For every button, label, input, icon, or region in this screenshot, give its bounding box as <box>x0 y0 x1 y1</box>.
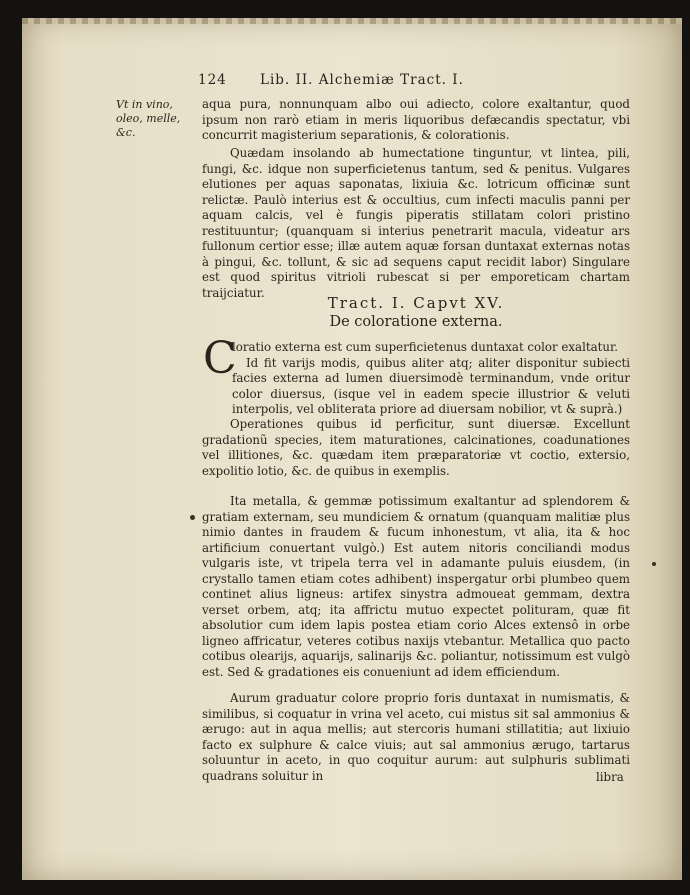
header-title: Lib. II. Alchemiæ Tract. I. <box>260 72 464 88</box>
ink-speck <box>190 515 195 520</box>
paragraph-4-text: Operationes quibus id perficitur, sunt diuersæ. Excellunt gradationũ species, item maturationes, calcinationes, coadunationes vel illitiones, &c. quædam item præparatoriæ vt coctio, extersio, expolitio lotio, &c. de quibus in exemplis. <box>202 417 630 478</box>
paragraph-1 <box>202 97 630 144</box>
page-number: 124 <box>198 72 227 88</box>
paragraph-2-text: Quædam insolando ab humectatione tinguntur, vt lintea, pili, fungi, &c. idque non superficietenus tantum, sed & penitus. Vulgares elutiones per aquas saponatas, lixiuia &c. lotricum officinæ sunt relictæ. Paulò interius est & occultius, cum infecti maculis panni per aquam calcis, vel è fungis piperatis stillatam colori pristino restituuntur; (quanquam si interius penetrarit macula, videatur ars fullonum certior esse; illæ autem aquæ forsan duntaxat externas notas à pingui, &c. tollunt, & sic ad sequens caput recidit labor) Singulare est quod spiritus vitrioli rubescat si per emporeticam chartam traijciatur. <box>202 146 630 300</box>
paragraph-4 <box>202 417 630 479</box>
chapter-title: De coloratione externa. <box>329 314 503 330</box>
drop-cap: C <box>203 333 237 384</box>
margin-note: Vt in vino, oleo, melle, &c. <box>116 98 181 139</box>
page-edge-band <box>22 18 682 24</box>
paragraph-5 <box>202 494 630 680</box>
paragraph-6-text: Aurum graduatur colore proprio foris duntaxat in numismatis, & similibus, si coquatur in vrina vel aceto, cui mistus sit sal ammonius & ærugo: aut in aqua mellis; aut stercoris humani stillatitia; aut lixiuio facto ex sulphure & calce viuis; aut sal ammonius ærugo, tartarus soluuntur in aceto, in quo coquitur aurum: aut sulphuris sublimati quadrans soluitur in <box>202 691 630 783</box>
ink-speck <box>652 562 656 566</box>
paragraph-1-text: aqua pura, nonnunquam albo oui adiecto, colore exaltantur, quod ipsum non rarò etiam in meris liquoribus defæcandis spectatur, vbi concurrit magisterium separationis, & colorationis. <box>202 97 630 142</box>
tract-heading: Tract. I. Capvt XV. <box>327 294 505 312</box>
paragraph-5-text: Ita metalla, & gemmæ potissimum exaltantur ad splendorem & gratiam externam, seu mundiciem & ornatum (quanquam malitiæ plus nimio dantes in fraudem & fucum inhonestum, vt alia, ita & hoc artificium conuertant vulgò.) Est autem nitoris conciliandi modus vulgaris iste, vt tripela terra vel in adamante puluis eiusdem, (in crystallo tamen etiam cotes adhibent) inspergatur orbi plumbeo quem continet alius ligneus: artifex sinystra admoueat gemmam, dextra verset orbem, atq; ita affrictu mutuo expectet polituram, quæ fit absolutior cum idem lapis postea etiam corio Alces extensô in orbe ligneo affricatur, veteres cotibus naxijs vtebantur. Metallica quo pacto cotibus olearijs, aquarijs, salinarijs &c. poliantur, notissimum est vulgò est. Sed & gradationes eis conueniunt ad idem efficiendum. <box>202 494 630 679</box>
paragraph-2 <box>202 146 630 301</box>
paragraph-6 <box>202 691 630 784</box>
paragraph-3-text: Id fit varijs modis, quibus aliter atq; aliter disponitur subiecti facies externa ad lumen diuersimodè terminandum, vnde oritur color diuersus, (isque vel in eadem specie illustrior & veluti interpolis, vel obliterata priore ad diuersam nobilior, vt & suprà.) <box>232 355 630 416</box>
paragraph-3 <box>202 333 630 418</box>
paragraph-3-line-1: loratio externa est cum superficietenus duntaxat color exaltatur. <box>232 340 619 354</box>
catchword: libra <box>596 770 624 784</box>
running-header <box>198 72 628 96</box>
